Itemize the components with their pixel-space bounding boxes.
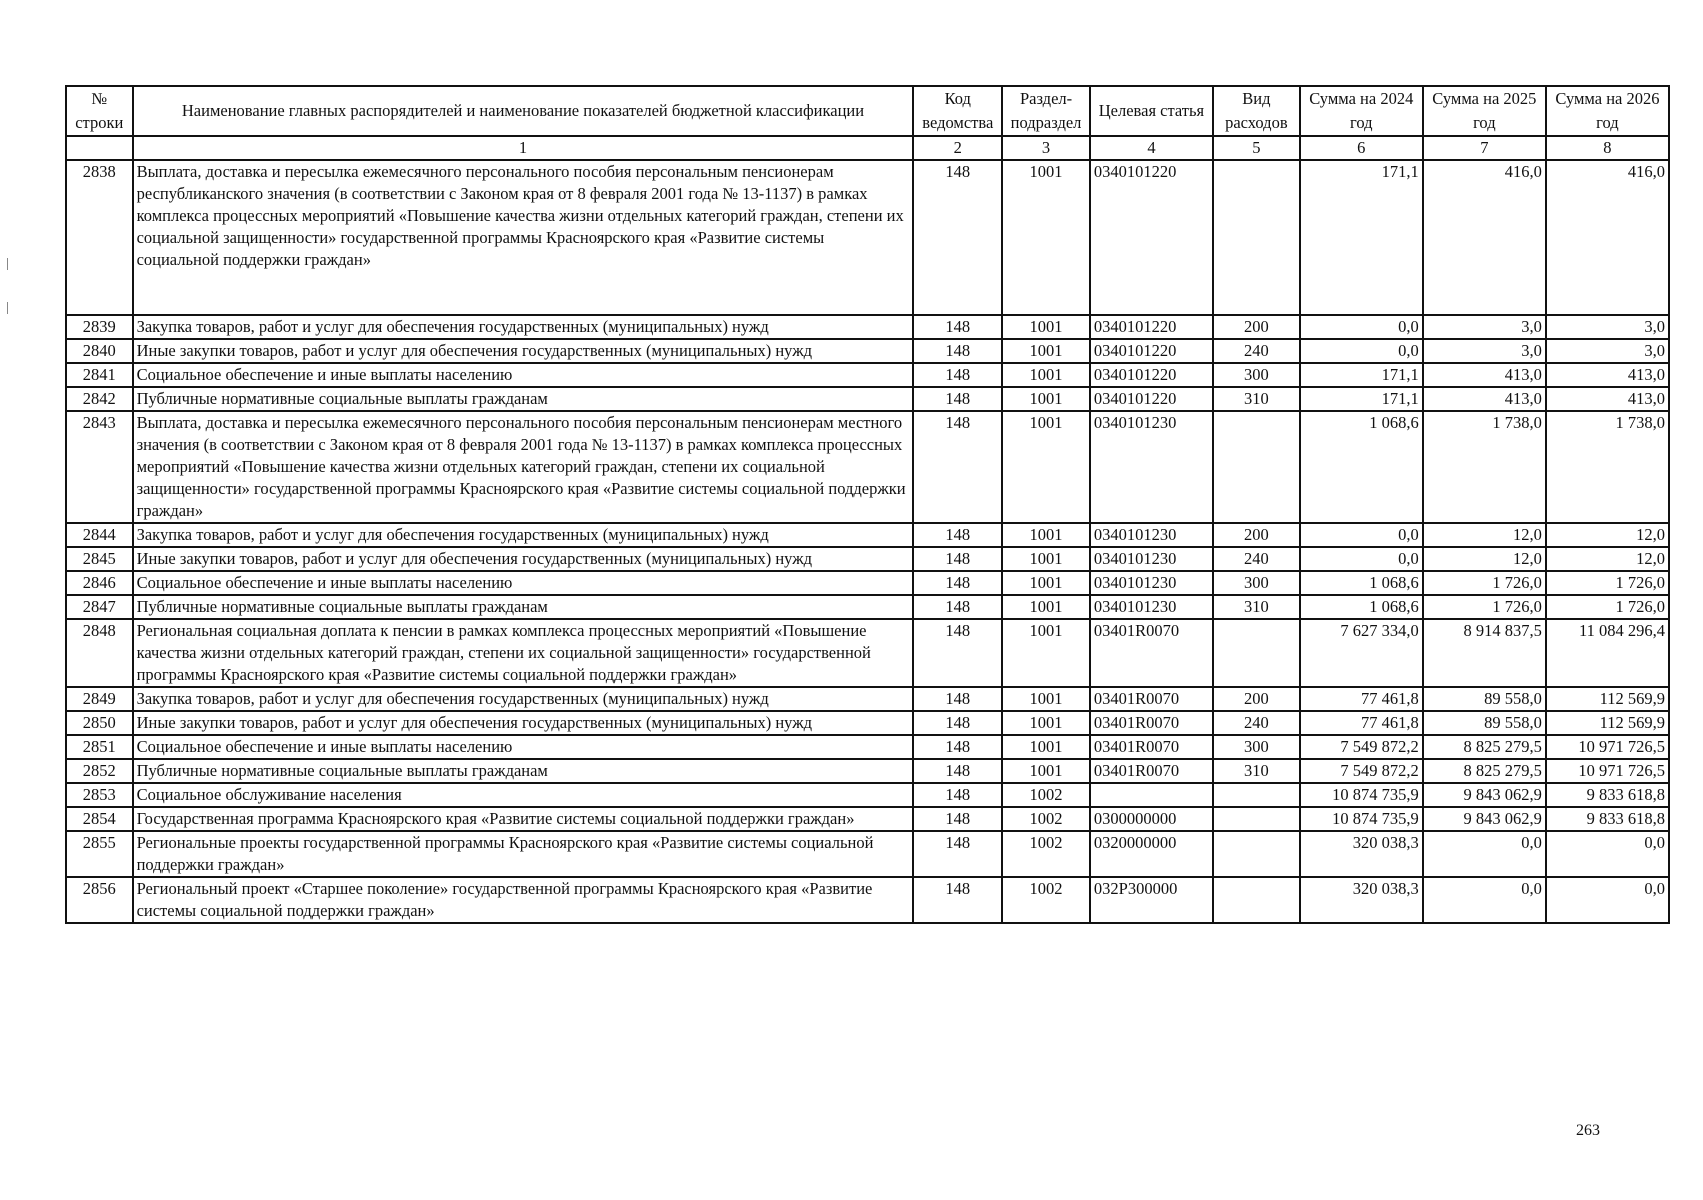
table-row (66, 807, 1669, 831)
table-row (66, 735, 1669, 759)
section-code: 1002 (1002, 831, 1090, 877)
expense-type: 200 (1213, 523, 1300, 547)
row-name: Социальное обеспечение и иные выплаты населению (133, 363, 914, 387)
expense-type: 240 (1213, 339, 1300, 363)
sum-2026: 3,0 (1546, 339, 1669, 363)
table-row (66, 411, 1669, 523)
table-row (66, 571, 1669, 595)
sum-2025: 8 825 279,5 (1423, 759, 1546, 783)
expense-type (1213, 160, 1300, 315)
table-header-row (66, 86, 1669, 136)
dept-code: 148 (913, 687, 1002, 711)
table-row (66, 387, 1669, 411)
row-name: Иные закупки товаров, работ и услуг для обеспечения государственных (муниципальных) нужд (133, 711, 914, 735)
sum-2025: 1 726,0 (1423, 595, 1546, 619)
sum-2025: 0,0 (1423, 831, 1546, 877)
sum-2025: 8 914 837,5 (1423, 619, 1546, 687)
row-name: Закупка товаров, работ и услуг для обеспечения государственных (муниципальных) нужд (133, 523, 914, 547)
section-code: 1001 (1002, 711, 1090, 735)
header-sum-2024: Сумма на 2024 год (1300, 86, 1423, 136)
expense-type (1213, 619, 1300, 687)
section-code: 1001 (1002, 759, 1090, 783)
sum-2026: 0,0 (1546, 831, 1669, 877)
row-number: 2845 (66, 547, 133, 571)
table-row (66, 687, 1669, 711)
sum-2024: 10 874 735,9 (1300, 783, 1423, 807)
row-number: 2844 (66, 523, 133, 547)
row-name: Закупка товаров, работ и услуг для обеспечения государственных (муниципальных) нужд (133, 315, 914, 339)
sum-2026: 1 738,0 (1546, 411, 1669, 523)
sum-2024: 0,0 (1300, 523, 1423, 547)
row-number: 2848 (66, 619, 133, 687)
expense-type: 310 (1213, 759, 1300, 783)
table-row (66, 339, 1669, 363)
expense-type (1213, 807, 1300, 831)
row-name: Публичные нормативные социальные выплаты гражданам (133, 387, 914, 411)
row-number: 2852 (66, 759, 133, 783)
row-name: Выплата, доставка и пересылка ежемесячного персонального пособия персональным пенсионерам республиканского значения (в соответствии с Законом края от 8 февраля 2001 года № 13-1137) в рамках комплекса процессных мероприятий «Повышение качества жизни отдельных категорий граждан, степени их социальной защищенности» государственной программы Красноярского края «Развитие системы социальной поддержки граждан» (133, 160, 914, 315)
target-code: 0340101230 (1090, 571, 1213, 595)
expense-type: 200 (1213, 687, 1300, 711)
target-code: 0340101230 (1090, 595, 1213, 619)
sum-2025: 3,0 (1423, 339, 1546, 363)
section-code: 1002 (1002, 807, 1090, 831)
sum-2024: 10 874 735,9 (1300, 807, 1423, 831)
table-row (66, 711, 1669, 735)
column-number-row (66, 136, 1669, 160)
dept-code: 148 (913, 759, 1002, 783)
sum-2024: 7 549 872,2 (1300, 735, 1423, 759)
colnum: 3 (1002, 136, 1090, 160)
expense-type: 310 (1213, 595, 1300, 619)
section-code: 1001 (1002, 363, 1090, 387)
table-body (66, 160, 1669, 923)
sum-2025: 416,0 (1423, 160, 1546, 315)
sum-2024: 1 068,6 (1300, 571, 1423, 595)
sum-2024: 171,1 (1300, 160, 1423, 315)
header-target: Целевая статья (1090, 86, 1213, 136)
row-number: 2849 (66, 687, 133, 711)
row-name: Иные закупки товаров, работ и услуг для обеспечения государственных (муниципальных) нужд (133, 339, 914, 363)
dept-code: 148 (913, 571, 1002, 595)
row-name: Региональные проекты государственной программы Красноярского края «Развитие системы социальной поддержки граждан» (133, 831, 914, 877)
row-number: 2843 (66, 411, 133, 523)
table-row (66, 831, 1669, 877)
target-code: 03401R0070 (1090, 619, 1213, 687)
sum-2024: 77 461,8 (1300, 711, 1423, 735)
sum-2024: 7 549 872,2 (1300, 759, 1423, 783)
sum-2026: 112 569,9 (1546, 711, 1669, 735)
sum-2026: 10 971 726,5 (1546, 735, 1669, 759)
dept-code: 148 (913, 595, 1002, 619)
target-code: 032Р300000 (1090, 877, 1213, 923)
row-name: Выплата, доставка и пересылка ежемесячного персонального пособия персональным пенсионерам местного значения (в соответствии с Законом края от 8 февраля 2001 года № 13-1137) в рамках комплекса процессных мероприятий «Повышение качества жизни отдельных категорий граждан, степени их социальной защищенности» государственной программы Красноярского края «Развитие системы социальной поддержки граждан» (133, 411, 914, 523)
row-number: 2838 (66, 160, 133, 315)
row-number: 2855 (66, 831, 133, 877)
row-number: 2842 (66, 387, 133, 411)
row-name: Публичные нормативные социальные выплаты гражданам (133, 595, 914, 619)
header-sum-2025: Сумма на 2025 год (1423, 86, 1546, 136)
sum-2025: 8 825 279,5 (1423, 735, 1546, 759)
header-section: Раздел-подраздел (1002, 86, 1090, 136)
sum-2025: 89 558,0 (1423, 687, 1546, 711)
target-code: 0340101220 (1090, 387, 1213, 411)
sum-2026: 413,0 (1546, 387, 1669, 411)
section-code: 1001 (1002, 411, 1090, 523)
budget-table (65, 85, 1670, 924)
sum-2026: 9 833 618,8 (1546, 807, 1669, 831)
dept-code: 148 (913, 547, 1002, 571)
section-code: 1002 (1002, 877, 1090, 923)
target-code: 0340101220 (1090, 363, 1213, 387)
sum-2025: 1 726,0 (1423, 571, 1546, 595)
target-code: 0300000000 (1090, 807, 1213, 831)
row-name: Иные закупки товаров, работ и услуг для обеспечения государственных (муниципальных) нужд (133, 547, 914, 571)
row-number: 2856 (66, 877, 133, 923)
sum-2025: 413,0 (1423, 387, 1546, 411)
target-code: 03401R0070 (1090, 759, 1213, 783)
row-number: 2841 (66, 363, 133, 387)
sum-2025: 1 738,0 (1423, 411, 1546, 523)
section-code: 1001 (1002, 339, 1090, 363)
scan-artifact-mark (7, 258, 8, 270)
dept-code: 148 (913, 160, 1002, 315)
section-code: 1001 (1002, 547, 1090, 571)
target-code: 0340101220 (1090, 339, 1213, 363)
header-sum-2026: Сумма на 2026 год (1546, 86, 1669, 136)
row-number: 2840 (66, 339, 133, 363)
section-code: 1001 (1002, 387, 1090, 411)
expense-type: 310 (1213, 387, 1300, 411)
row-name: Социальное обслуживание населения (133, 783, 914, 807)
sum-2024: 77 461,8 (1300, 687, 1423, 711)
sum-2026: 112 569,9 (1546, 687, 1669, 711)
section-code: 1002 (1002, 783, 1090, 807)
dept-code: 148 (913, 711, 1002, 735)
dept-code: 148 (913, 807, 1002, 831)
scan-artifact-mark (7, 302, 8, 314)
target-code: 0320000000 (1090, 831, 1213, 877)
section-code: 1001 (1002, 315, 1090, 339)
row-name: Закупка товаров, работ и услуг для обеспечения государственных (муниципальных) нужд (133, 687, 914, 711)
colnum-blank (66, 136, 133, 160)
expense-type: 300 (1213, 571, 1300, 595)
expense-type: 300 (1213, 735, 1300, 759)
sum-2026: 12,0 (1546, 547, 1669, 571)
table-row (66, 595, 1669, 619)
dept-code: 148 (913, 877, 1002, 923)
section-code: 1001 (1002, 735, 1090, 759)
table-row (66, 877, 1669, 923)
dept-code: 148 (913, 735, 1002, 759)
row-name: Региональная социальная доплата к пенсии в рамках комплекса процессных мероприятий «Повышение качества жизни отдельных категорий граждан, степени их социальной защищенности» государственной программы Красноярского края «Развитие системы социальной поддержки граждан» (133, 619, 914, 687)
dept-code: 148 (913, 339, 1002, 363)
header-row-no: № строки (66, 86, 133, 136)
sum-2026: 0,0 (1546, 877, 1669, 923)
row-number: 2847 (66, 595, 133, 619)
expense-type: 240 (1213, 547, 1300, 571)
sum-2025: 9 843 062,9 (1423, 783, 1546, 807)
sum-2026: 1 726,0 (1546, 595, 1669, 619)
expense-type (1213, 877, 1300, 923)
expense-type: 200 (1213, 315, 1300, 339)
row-number: 2839 (66, 315, 133, 339)
colnum: 8 (1546, 136, 1669, 160)
expense-type: 240 (1213, 711, 1300, 735)
dept-code: 148 (913, 387, 1002, 411)
sum-2024: 0,0 (1300, 339, 1423, 363)
sum-2025: 12,0 (1423, 547, 1546, 571)
colnum: 6 (1300, 136, 1423, 160)
target-code: 03401R0070 (1090, 687, 1213, 711)
row-name: Государственная программа Красноярского края «Развитие системы социальной поддержки граждан» (133, 807, 914, 831)
table-row (66, 523, 1669, 547)
section-code: 1001 (1002, 687, 1090, 711)
row-number: 2850 (66, 711, 133, 735)
table-row (66, 363, 1669, 387)
sum-2024: 7 627 334,0 (1300, 619, 1423, 687)
dept-code: 148 (913, 831, 1002, 877)
row-name: Публичные нормативные социальные выплаты гражданам (133, 759, 914, 783)
row-number: 2846 (66, 571, 133, 595)
header-dept-code: Код ведомства (913, 86, 1002, 136)
page-number: 263 (1576, 1122, 1600, 1139)
dept-code: 148 (913, 523, 1002, 547)
sum-2024: 320 038,3 (1300, 877, 1423, 923)
table-row (66, 547, 1669, 571)
sum-2024: 1 068,6 (1300, 595, 1423, 619)
dept-code: 148 (913, 315, 1002, 339)
header-name: Наименование главных распорядителей и наименование показателей бюджетной классификации (133, 86, 914, 136)
table-row (66, 759, 1669, 783)
target-code: 03401R0070 (1090, 735, 1213, 759)
row-name: Социальное обеспечение и иные выплаты населению (133, 571, 914, 595)
target-code: 0340101230 (1090, 547, 1213, 571)
expense-type (1213, 783, 1300, 807)
dept-code: 148 (913, 619, 1002, 687)
sum-2025: 3,0 (1423, 315, 1546, 339)
sum-2026: 10 971 726,5 (1546, 759, 1669, 783)
sum-2026: 416,0 (1546, 160, 1669, 315)
expense-type (1213, 831, 1300, 877)
sum-2024: 0,0 (1300, 315, 1423, 339)
target-code: 0340101220 (1090, 160, 1213, 315)
section-code: 1001 (1002, 571, 1090, 595)
header-exp-type: Вид расходов (1213, 86, 1300, 136)
section-code: 1001 (1002, 619, 1090, 687)
sum-2025: 413,0 (1423, 363, 1546, 387)
colnum: 4 (1090, 136, 1213, 160)
sum-2024: 171,1 (1300, 363, 1423, 387)
sum-2024: 320 038,3 (1300, 831, 1423, 877)
section-code: 1001 (1002, 595, 1090, 619)
sum-2024: 1 068,6 (1300, 411, 1423, 523)
sum-2026: 12,0 (1546, 523, 1669, 547)
row-name: Региональный проект «Старшее поколение» государственной программы Красноярского края «Развитие системы социальной поддержки граждан» (133, 877, 914, 923)
table-row (66, 160, 1669, 315)
sum-2025: 12,0 (1423, 523, 1546, 547)
sum-2026: 413,0 (1546, 363, 1669, 387)
expense-type (1213, 411, 1300, 523)
sum-2026: 9 833 618,8 (1546, 783, 1669, 807)
sum-2026: 1 726,0 (1546, 571, 1669, 595)
sum-2026: 11 084 296,4 (1546, 619, 1669, 687)
dept-code: 148 (913, 363, 1002, 387)
sum-2024: 0,0 (1300, 547, 1423, 571)
sum-2025: 9 843 062,9 (1423, 807, 1546, 831)
sum-2025: 0,0 (1423, 877, 1546, 923)
table-row (66, 619, 1669, 687)
target-code: 0340101230 (1090, 411, 1213, 523)
dept-code: 148 (913, 783, 1002, 807)
expense-type: 300 (1213, 363, 1300, 387)
colnum: 7 (1423, 136, 1546, 160)
target-code: 0340101220 (1090, 315, 1213, 339)
dept-code: 148 (913, 411, 1002, 523)
sum-2025: 89 558,0 (1423, 711, 1546, 735)
row-number: 2853 (66, 783, 133, 807)
row-number: 2851 (66, 735, 133, 759)
colnum: 1 (133, 136, 914, 160)
section-code: 1001 (1002, 160, 1090, 315)
target-code (1090, 783, 1213, 807)
sum-2026: 3,0 (1546, 315, 1669, 339)
colnum: 2 (913, 136, 1002, 160)
row-number: 2854 (66, 807, 133, 831)
row-name: Социальное обеспечение и иные выплаты населению (133, 735, 914, 759)
table-row (66, 315, 1669, 339)
target-code: 0340101230 (1090, 523, 1213, 547)
table-row (66, 783, 1669, 807)
target-code: 03401R0070 (1090, 711, 1213, 735)
colnum: 5 (1213, 136, 1300, 160)
section-code: 1001 (1002, 523, 1090, 547)
sum-2024: 171,1 (1300, 387, 1423, 411)
